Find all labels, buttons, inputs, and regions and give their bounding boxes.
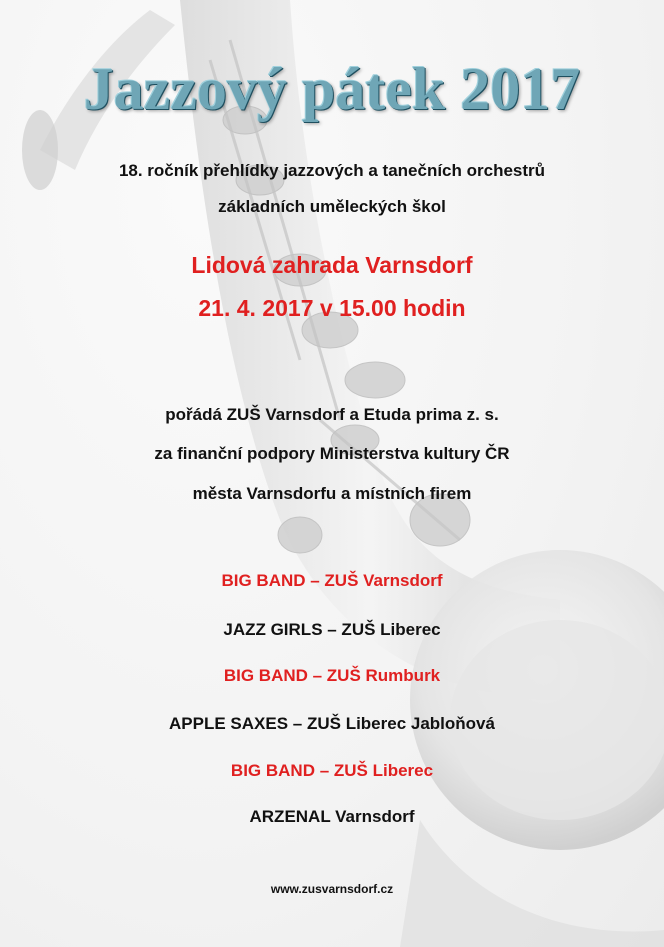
organizer-line-3: města Varnsdorfu a místních firem — [192, 484, 472, 503]
performer-4: APPLE SAXES – ZUŠ Liberec Jabloňová — [169, 714, 495, 733]
performer-2: JAZZ GIRLS – ZUŠ Liberec — [223, 620, 441, 639]
venue: Lidová zahrada Varnsdorf — [191, 252, 473, 278]
poster-title: Jazzový pátek 2017 — [83, 56, 581, 122]
subtitle-line-2: základních uměleckých škol — [218, 197, 446, 216]
website-link[interactable]: www.zusvarnsdorf.cz — [270, 882, 394, 896]
event-datetime: 21. 4. 2017 v 15.00 hodin — [198, 295, 466, 321]
organizer-line-1: pořádá ZUŠ Varnsdorf a Etuda prima z. s. — [165, 405, 499, 424]
performer-1: BIG BAND – ZUŠ Varnsdorf — [221, 571, 443, 590]
organizer-line-2: za finanční podpory Ministerstva kultury ČR — [154, 444, 510, 463]
performer-6: ARZENAL Varnsdorf — [249, 807, 415, 826]
subtitle-line-1: 18. ročník přehlídky jazzových a tanečních orchestrů — [118, 161, 546, 180]
performer-3: BIG BAND – ZUŠ Rumburk — [223, 666, 441, 685]
performer-5: BIG BAND – ZUŠ Liberec — [230, 761, 434, 780]
